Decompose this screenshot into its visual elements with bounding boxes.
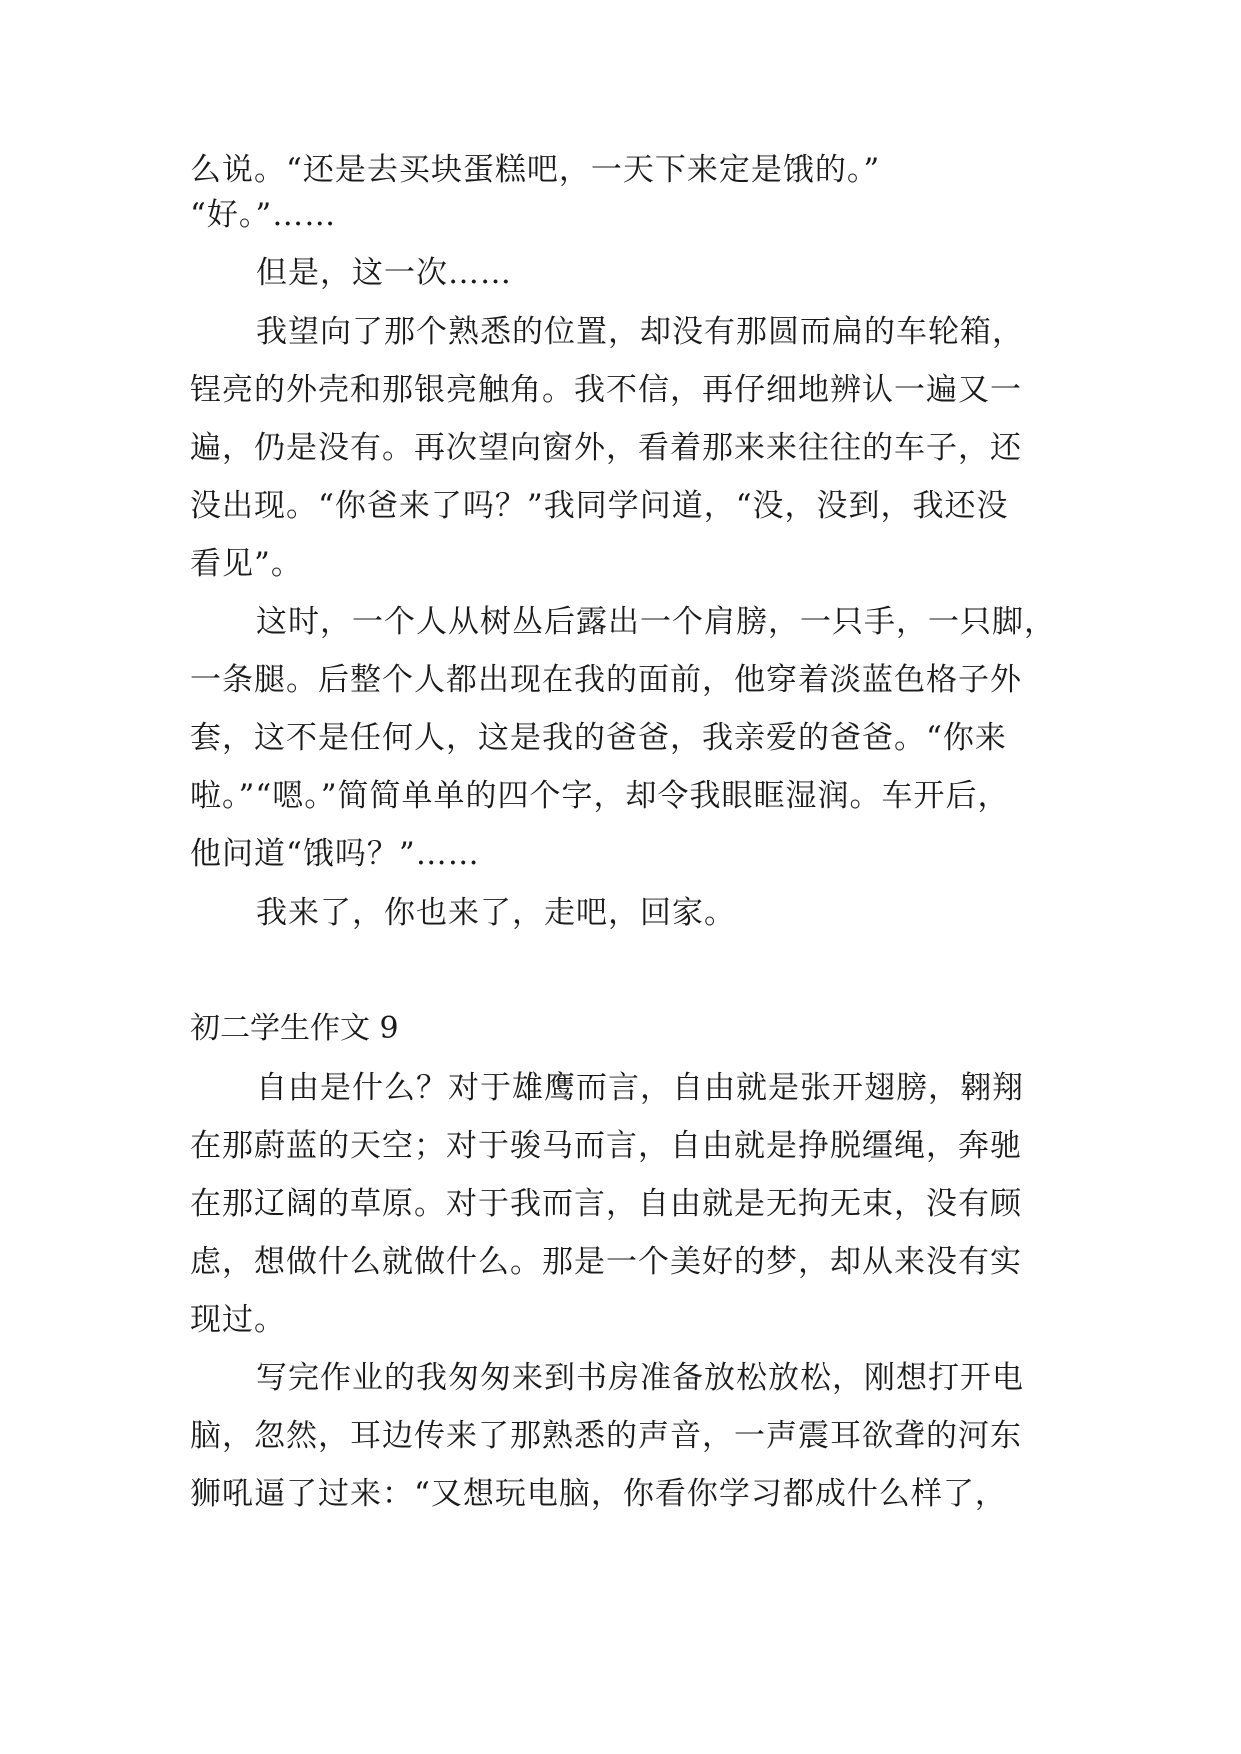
text-line: 遍，仍是没有。再次望向窗外，看着那来来往往的车子，还	[190, 430, 1022, 466]
text-line: 在那辽阔的草原。对于我而言，自由就是无拘无束，没有顾	[190, 1186, 1022, 1222]
text-line: 脑，忽然，耳边传来了那熟悉的声音，一声震耳欲聋的河东	[190, 1418, 1022, 1454]
text-line: 但是，这一次……	[256, 255, 512, 291]
text-line: 我望向了那个熟悉的位置，却没有那圆而扁的车轮箱，	[256, 314, 1024, 350]
text-line: 狮吼逼了过来：“又想玩电脑，你看你学习都成什么样了，	[190, 1476, 1007, 1512]
text-line: 一条腿。后整个人都出现在我的面前，他穿着淡蓝色格子外	[190, 662, 1022, 698]
text-line: 我来了，你也来了，走吧，回家。	[256, 895, 736, 931]
text-line: 套，这不是任何人，这是我的爸爸，我亲爱的爸爸。“你来	[190, 720, 1007, 756]
text-line: 自由是什么？对于雄鹰而言，自由就是张开翅膀，翱翔	[256, 1070, 1024, 1106]
text-line: 没出现。“你爸来了吗？”我同学问道，“没，没到，我还没	[190, 488, 1009, 524]
text-line: 他问道“饿吗？”……	[190, 836, 480, 872]
text-line: 写完作业的我匆匆来到书房准备放松放松，刚想打开电	[256, 1360, 1024, 1396]
text-line: “好。”……	[190, 197, 337, 233]
text-line: 在那蔚蓝的天空；对于骏马而言，自由就是挣脱缰绳，奔驰	[190, 1128, 1022, 1164]
text-line: 锃亮的外壳和那银亮触角。我不信，再仔细地辨认一遍又一	[190, 372, 1022, 408]
text-line: 么说。“还是去买块蛋糕吧，一天下来定是饿的。”	[190, 152, 881, 188]
text-line: 看见”。	[190, 546, 303, 582]
text-line: 虑，想做什么就做什么。那是一个美好的梦，却从来没有实	[190, 1244, 1022, 1280]
section-heading: 初二学生作文 9	[190, 1011, 399, 1046]
text-line: 啦。”“嗯。”简简单单的四个字，却令我眼眶湿润。车开后，	[190, 778, 1010, 814]
text-line: 这时，一个人从树丛后露出一个肩膀，一只手，一只脚，	[256, 604, 1056, 640]
text-line: 现过。	[190, 1302, 286, 1338]
